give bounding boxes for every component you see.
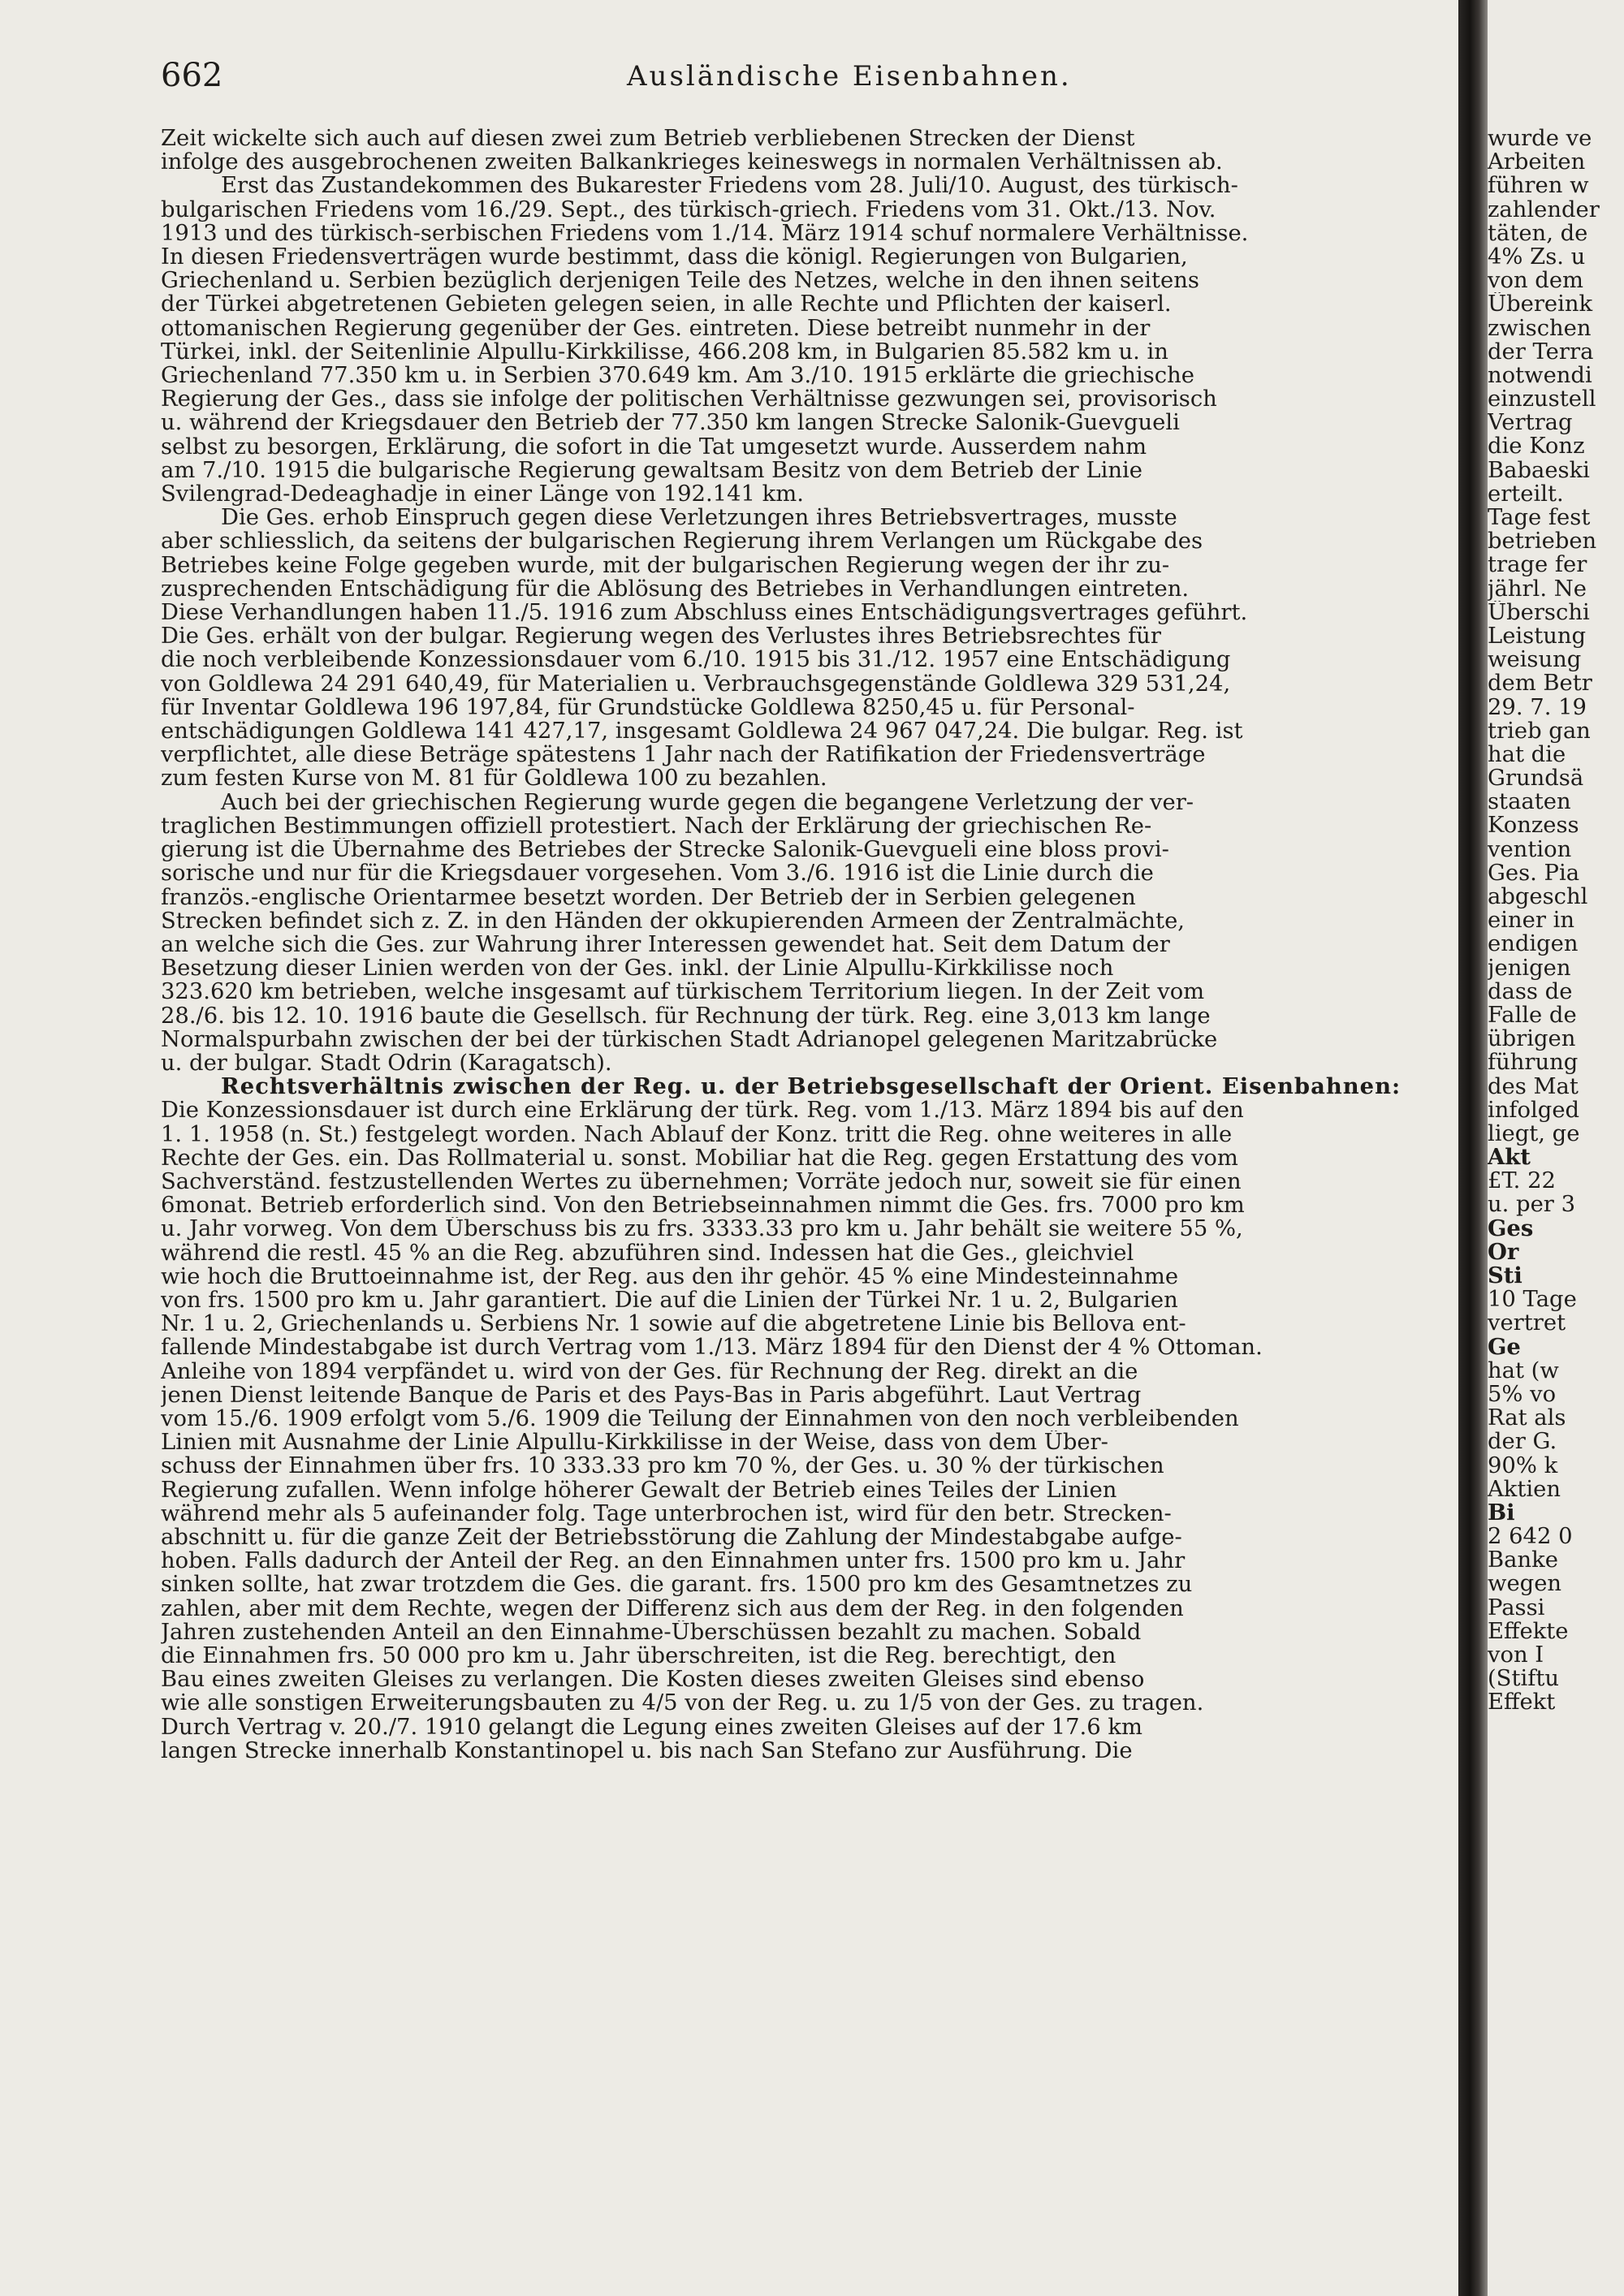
text-line: Diese Verhandlungen haben 11./5. 1916 zum Abschluss eines Entschädigungsvertrages geführt. xyxy=(161,601,1248,625)
text-line: traglichen Bestimmungen offiziell protestiert. Nach der Erklärung der griechischen Re- xyxy=(161,814,1152,839)
facing-text-line: vertret xyxy=(1488,1311,1566,1336)
text-line: 323.620 km betrieben, welche insgesamt auf türkischem Territorium liegen. In der Zeit vom xyxy=(161,980,1205,1004)
facing-text-line: Babaeski xyxy=(1488,458,1590,482)
text-line: Rechte der Ges. ein. Das Rollmaterial u. sonst. Mobiliar hat die Reg. gegen Erstattung des vom xyxy=(161,1146,1238,1170)
facing-text-line: 90% k xyxy=(1488,1453,1558,1478)
facing-text-line: übrigen xyxy=(1488,1027,1576,1051)
facing-text-line: dem Betr xyxy=(1488,671,1592,696)
facing-text-line: einer in xyxy=(1488,908,1575,933)
facing-text-line: trieb gan xyxy=(1488,719,1591,743)
facing-text-line: £T. 22 xyxy=(1488,1169,1556,1193)
text-line: entschädigungen Goldlewa 141 427,17, insgesamt Goldlewa 24 967 047,24. Die bulgar. Reg. ist xyxy=(161,719,1243,744)
text-line: vom 15./6. 1909 erfolgt vom 5./6. 1909 die Teilung der Einnahmen von den noch verbleibenden xyxy=(161,1406,1239,1431)
paragraph xyxy=(161,1075,1460,1763)
text-line: wie hoch die Bruttoeinnahme ist, der Reg. aus den ihr gehör. 45 % eine Mindesteinnahme xyxy=(161,1264,1179,1288)
facing-text-line: staaten xyxy=(1488,790,1571,814)
facing-text-line: Falle de xyxy=(1488,1003,1577,1028)
facing-text-line: Banke xyxy=(1488,1548,1558,1573)
text-line: Betriebes keine Folge gegeben wurde, mit der bulgarischen Regierung wegen der ihr zu- xyxy=(161,553,1170,577)
text-line: hoben. Falls dadurch der Anteil der Reg. an den Einnahmen unter frs. 1500 pro km u. Jahr xyxy=(161,1549,1186,1573)
facing-text-line: 29. 7. 19 xyxy=(1488,695,1587,719)
facing-text-line: jenigen xyxy=(1488,956,1571,980)
running-head xyxy=(161,57,1460,106)
text-line: für Inventar Goldlewa 196 197,84, für Grundstücke Goldlewa 8250,45 u. für Personal- xyxy=(161,695,1135,720)
facing-text-line: Konzess xyxy=(1488,814,1579,838)
facing-text-line: vention xyxy=(1488,837,1572,861)
text-line: während die restl. 45 % an die Reg. abzuführen sind. Indessen hat die Ges., gleichviel xyxy=(161,1241,1134,1265)
facing-text-line: wegen xyxy=(1488,1572,1562,1596)
text-line: 6monat. Betrieb erforderlich sind. Von den Betriebseinnahmen nimmt die Ges. frs. 7000 pro km xyxy=(161,1193,1245,1218)
text-line: sinken sollte, hat zwar trotzdem die Ges. die garant. frs. 1500 pro km des Gesamtnetzes zu xyxy=(161,1573,1193,1597)
text-line: In diesen Friedensverträgen wurde bestimmt, dass die königl. Regierungen von Bulgarien, xyxy=(161,245,1188,270)
text-line: u. der bulgar. Stadt Odrin (Karagatsch). xyxy=(161,1051,612,1076)
text-line: u. Jahr vorweg. Von dem Überschuss bis zu frs. 3333.33 pro km u. Jahr behält sie weitere 55 %, xyxy=(161,1217,1243,1241)
facing-text-line: betrieben xyxy=(1488,529,1597,554)
facing-text-line: 4% Zs. u xyxy=(1488,244,1586,270)
paragraph xyxy=(161,506,1460,790)
facing-text-line: Sti xyxy=(1488,1264,1522,1288)
facing-text-line: von dem xyxy=(1488,269,1584,293)
text-line: Svilengrad-Dedeaghadje in einer Länge von 192.141 km. xyxy=(161,482,804,507)
facing-text-line: von I xyxy=(1488,1643,1544,1668)
facing-text-line: wurde ve xyxy=(1488,127,1592,151)
facing-text-line: Tage fest xyxy=(1488,506,1591,530)
text-line: am 7./10. 1915 die bulgarische Regierung gewaltsam Besitz von dem Betrieb der Linie xyxy=(161,458,1142,483)
text-line: Regierung der Ges., dass sie infolge der politischen Verhältnisse gezwungen sei, provisorisch xyxy=(161,387,1217,412)
facing-text-line: der Terra xyxy=(1488,339,1594,364)
facing-text-line: infolged xyxy=(1488,1098,1580,1122)
running-title: Ausländische Eisenbahnen. xyxy=(627,60,1072,93)
text-line: zusprechenden Entschädigung für die Ablösung des Betriebes in Verhandlungen eintreten. xyxy=(161,576,1190,602)
facing-text-line: führung xyxy=(1488,1051,1579,1075)
facing-text-line: Ges. Pia xyxy=(1488,861,1580,885)
text-line: fallende Mindestabgabe ist durch Vertrag vom 1./13. März 1894 für den Dienst der 4 % Ottoman. xyxy=(161,1336,1263,1360)
facing-text-line: hat (w xyxy=(1488,1358,1559,1383)
facing-text-line: Rat als xyxy=(1488,1406,1566,1431)
facing-text-line: führen w xyxy=(1488,174,1589,198)
facing-text-line: Arbeiten xyxy=(1488,150,1586,175)
facing-text-line: hat die xyxy=(1488,742,1566,767)
text-line: Regierung zufallen. Wenn infolge höherer Gewalt der Betrieb eines Teiles der Linien xyxy=(161,1478,1117,1502)
facing-text-line: Effekte xyxy=(1488,1619,1569,1643)
facing-text-line: notwendi xyxy=(1488,363,1592,388)
page-number: 662 xyxy=(161,57,223,94)
text-line: langen Strecke innerhalb Konstantinopel u. bis nach San Stefano zur Ausführung. Die xyxy=(161,1738,1133,1763)
facing-text-line: liegt, ge xyxy=(1488,1121,1580,1146)
facing-text-line: der G. xyxy=(1488,1430,1557,1454)
facing-text-line: zahlender xyxy=(1488,197,1600,222)
text-line: Strecken befindet sich z. Z. in den Händen der okkupierenden Armeen der Zentralmächte, xyxy=(161,908,1185,933)
text-line: Die Ges. erhob Einspruch gegen diese Verletzungen ihres Betriebsvertrages, musste xyxy=(221,506,1177,530)
text-line: von Goldlewa 24 291 640,49, für Materialien u. Verbrauchsgegenstände Goldlewa 329 531,24, xyxy=(161,671,1231,696)
text-line: infolge des ausgebrochenen zweiten Balkankrieges keineswegs in normalen Verhältnissen ab. xyxy=(161,150,1223,175)
facing-text-line: (Stiftu xyxy=(1488,1667,1560,1691)
body-text xyxy=(161,127,1460,2278)
facing-text-line: Grundsä xyxy=(1488,766,1584,791)
facing-text-line: einzustell xyxy=(1488,387,1596,412)
facing-text-line: 10 Tage xyxy=(1488,1288,1577,1312)
text-line: während mehr als 5 aufeinander folg. Tage unterbrochen ist, wird für den betr. Strecken- xyxy=(161,1501,1172,1526)
text-line: schuss der Einnahmen über frs. 10 333.33 pro km 70 %, der Ges. u. 30 % der türkischen xyxy=(161,1454,1164,1478)
text-line: sorische und nur für die Kriegsdauer vorgesehen. Vom 3./6. 1916 ist die Linie durch die xyxy=(161,861,1154,886)
text-line: Türkei, inkl. der Seitenlinie Alpullu-Kirkkilisse, 466.208 km, in Bulgarien 85.582 km u. in xyxy=(161,339,1168,365)
facing-text-line: erteilt. xyxy=(1488,481,1564,506)
facing-text-line: abgeschl xyxy=(1488,885,1588,909)
facing-text-line: trage fer xyxy=(1488,553,1587,577)
text-line: die Einnahmen frs. 50 000 pro km u. Jahr überschreiten, ist die Reg. berechtigt, den xyxy=(161,1644,1116,1668)
text-line: von frs. 1500 pro km u. Jahr garantiert. Die auf die Linien der Türkei Nr. 1 u. 2, Bulgarien xyxy=(161,1288,1178,1313)
text-line: 28./6. bis 12. 10. 1916 baute die Gesellsch. für Rechnung der türk. Reg. eine 3,013 km lange xyxy=(161,1003,1211,1028)
text-line: Jahren zustehenden Anteil an den Einnahme-Überschüssen bezahlt zu machen. Sobald xyxy=(161,1620,1142,1644)
facing-text-line: Überschi xyxy=(1488,600,1590,624)
section-heading: Rechtsverhältnis zwischen der Reg. u. der Betriebsgesellschaft der Orient. Eisenbahnen: xyxy=(221,1075,1402,1099)
facing-page-text xyxy=(1488,127,1624,1715)
text-line: an welche sich die Ges. zur Wahrung ihrer Interessen gewendet hat. Seit dem Datum der xyxy=(161,932,1170,957)
facing-text-line: 5% vo xyxy=(1488,1382,1557,1407)
facing-text-line: Bi xyxy=(1488,1500,1515,1526)
text-line: Zeit wickelte sich auch auf diesen zwei zum Betrieb verbliebenen Strecken der Dienst xyxy=(161,127,1135,151)
book-gutter xyxy=(1458,0,1488,2296)
text-line: 1913 und des türkisch-serbischen Friedens vom 1./14. März 1914 schuf normalere Verhältnisse. xyxy=(161,221,1249,246)
text-line: gierung ist die Übernahme des Betriebes der Strecke Salonik-Guevgueli eine bloss provi- xyxy=(161,838,1169,862)
text-line: Normalspurbahn zwischen der bei der türkischen Stadt Adrianopel gelegenen Maritzabrücke xyxy=(161,1027,1218,1051)
facing-text-line: dass de xyxy=(1488,979,1573,1003)
text-line: Sachverständ. festzustellenden Wertes zu übernehmen; Vorräte jedoch nur, soweit sie für einen xyxy=(161,1169,1242,1194)
facing-text-line: Akt xyxy=(1488,1146,1531,1170)
text-line: aber schliesslich, da seitens der bulgarischen Regierung ihrem Verlangen um Rückgabe des xyxy=(161,529,1203,554)
facing-text-line: Or xyxy=(1488,1240,1519,1264)
text-line: Die Konzessionsdauer ist durch eine Erklärung der türk. Reg. vom 1./13. März 1894 bis auf den xyxy=(161,1098,1244,1123)
facing-text-line: endigen xyxy=(1488,932,1579,956)
paragraph xyxy=(161,127,1460,174)
text-line: Auch bei der griechischen Regierung wurde gegen die begangene Verletzung der ver- xyxy=(221,790,1194,814)
facing-text-line: Leistung xyxy=(1488,624,1587,649)
text-line: ottomanischen Regierung gegenüber der Ges. eintreten. Diese betreibt nunmehr in der xyxy=(161,316,1151,340)
text-line: 1. 1. 1958 (n. St.) festgelegt worden. Nach Ablauf der Konz. tritt die Reg. ohne weiteres in alle xyxy=(161,1122,1233,1146)
facing-text-line: Ge xyxy=(1488,1335,1521,1359)
facing-text-line: weisung xyxy=(1488,648,1582,672)
text-line: jenen Dienst leitende Banque de Paris et des Pays-Bas in Paris abgeführt. Laut Vertrag xyxy=(161,1383,1142,1407)
text-line: zum festen Kurse von M. 81 für Goldlewa 100 zu bezahlen. xyxy=(161,766,827,791)
facing-text-line: des Mat xyxy=(1488,1074,1579,1098)
text-line: Besetzung dieser Linien werden von der Ges. inkl. der Linie Alpullu-Kirkkilisse noch xyxy=(161,956,1114,981)
text-line: zahlen, aber mit dem Rechte, wegen der Differenz sich aus dem der Reg. in den folgenden xyxy=(161,1596,1184,1621)
paragraph xyxy=(161,174,1460,506)
facing-text-line: jährl. Ne xyxy=(1488,576,1587,601)
text-line: wie alle sonstigen Erweiterungsbauten zu 4/5 von der Reg. u. zu 1/5 von der Ges. zu tragen. xyxy=(161,1691,1204,1716)
facing-text-line: zwischen xyxy=(1488,316,1592,340)
text-line: Griechenland 77.350 km u. in Serbien 370.649 km. Am 3./10. 1915 erklärte die griechische xyxy=(161,364,1194,388)
facing-text-line: die Konz xyxy=(1488,434,1585,459)
facing-text-line: Ges xyxy=(1488,1216,1534,1241)
facing-text-line: Vertrag xyxy=(1488,411,1573,435)
text-line: Durch Vertrag v. 20./7. 1910 gelangt die Legung eines zweiten Gleises auf der 17.6 km xyxy=(161,1715,1142,1739)
text-line: Nr. 1 u. 2, Griechenlands u. Serbiens Nr. 1 sowie auf die abgetretene Linie bis Bellova ent- xyxy=(161,1312,1186,1336)
facing-text-line: Übereink xyxy=(1488,292,1593,317)
text-line: verpflichtet, alle diese Beträge spätestens 1 Jahr nach der Ratifikation der Friedensverträge xyxy=(161,743,1206,767)
facing-text-line: täten, de xyxy=(1488,221,1588,245)
text-line: Bau eines zweiten Gleises zu verlangen. Die Kosten dieses zweiten Gleises sind ebenso xyxy=(161,1668,1145,1692)
text-line: selbst zu besorgen, Erklärung, die sofort in die Tat umgesetzt wurde. Ausserdem nahm xyxy=(161,434,1147,459)
facing-text-line: Passi xyxy=(1488,1595,1545,1620)
text-line: Erst das Zustandekommen des Bukarester Friedens vom 28. Juli/10. August, des türkisch- xyxy=(221,174,1238,198)
text-line: Linien mit Ausnahme der Linie Alpullu-Kirkkilisse in der Weise, dass von dem Über- xyxy=(161,1431,1108,1455)
paragraph xyxy=(161,791,1460,1075)
facing-text-line: 2 642 0 xyxy=(1488,1525,1573,1549)
facing-page xyxy=(1488,0,1624,2296)
text-line: u. während der Kriegsdauer den Betrieb der 77.350 km langen Strecke Salonik-Guevgueli xyxy=(161,411,1180,435)
text-line: Griechenland u. Serbien bezüglich derjenigen Teile des Netzes, welche in den ihnen seitens xyxy=(161,269,1199,293)
text-line: die noch verbleibende Konzessionsdauer vom 6./10. 1915 bis 31./12. 1957 eine Entschädigung xyxy=(161,648,1231,672)
facing-text-line: Aktien xyxy=(1488,1477,1561,1501)
facing-text-line: Effekt xyxy=(1488,1690,1556,1715)
text-line: Die Ges. erhält von der bulgar. Regierung wegen des Verlustes ihres Betriebsrechtes für xyxy=(161,624,1161,649)
text-line: Anleihe von 1894 verpfändet u. wird von der Ges. für Rechnung der Reg. direkt an die xyxy=(161,1359,1138,1383)
facing-text-line: u. per 3 xyxy=(1488,1193,1576,1217)
text-line: abschnitt u. für die ganze Zeit der Betriebsstörung die Zahlung der Mindestabgabe aufge- xyxy=(161,1525,1182,1550)
text-line: bulgarischen Friedens vom 16./29. Sept., des türkisch-griech. Friedens vom 31. Okt./13. Nov. xyxy=(161,197,1216,222)
text-line: französ.-englische Orientarmee besetzt worden. Der Betrieb der in Serbien gelegenen xyxy=(161,885,1136,909)
section-heading-line xyxy=(161,1075,1460,1098)
text-line: der Türkei abgetretenen Gebieten gelegen seien, in alle Rechte und Pflichten der kaiserl. xyxy=(161,292,1172,317)
